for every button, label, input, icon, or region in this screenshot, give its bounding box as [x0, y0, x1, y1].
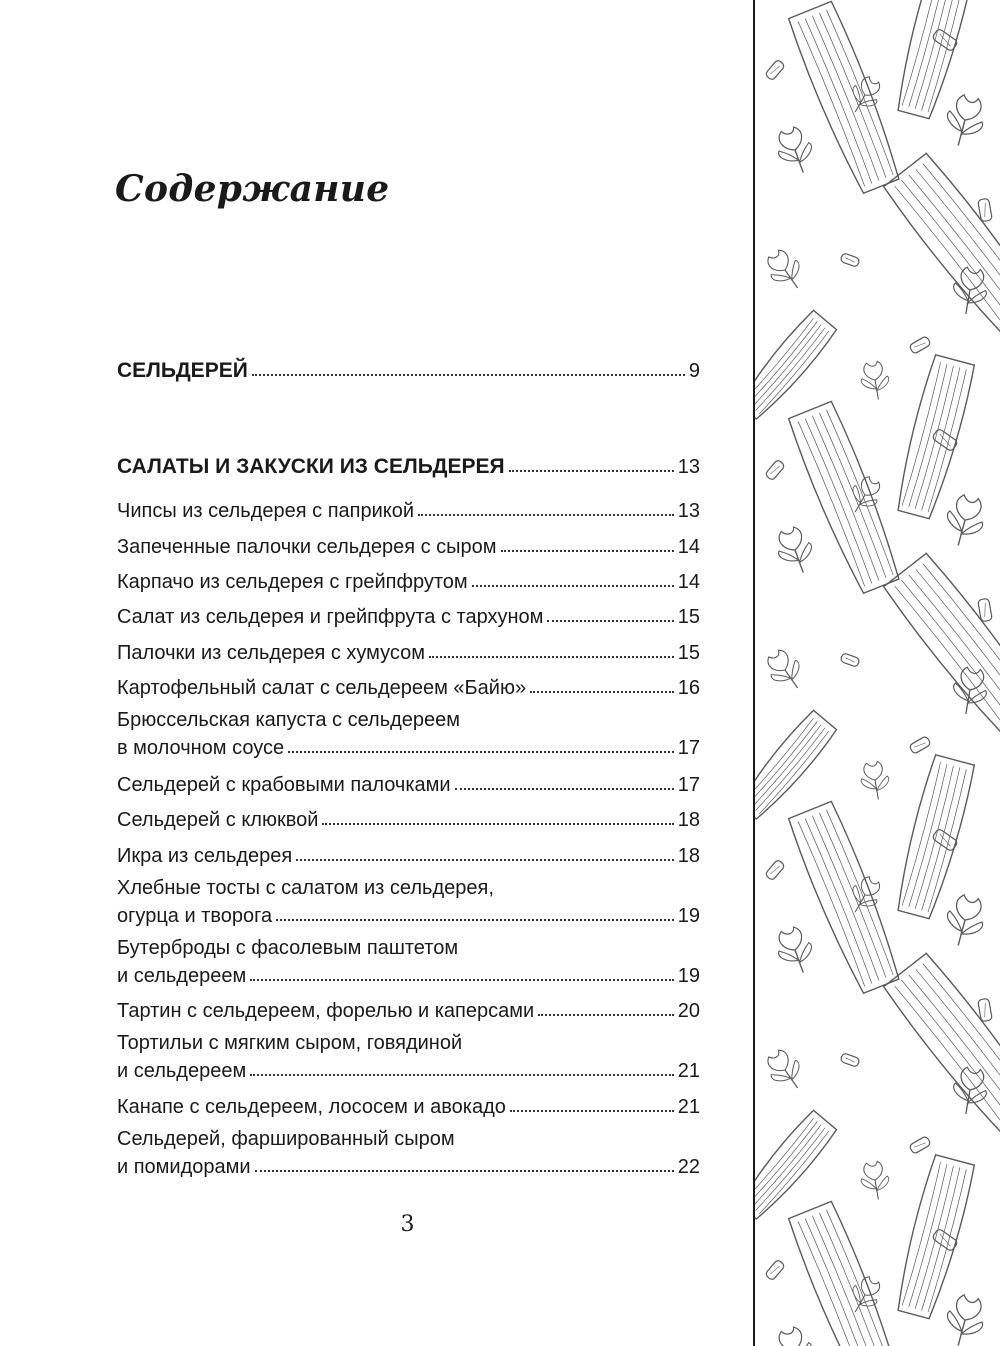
dot-leader	[255, 1170, 674, 1172]
toc-row	[117, 1057, 700, 1081]
celery-piece-illustration	[840, 253, 860, 268]
entry-title: Икра из сельдерея	[117, 845, 293, 867]
toc-entry[interactable]	[117, 806, 700, 830]
toc-row	[117, 568, 700, 592]
celery-stalk-illustration	[755, 309, 838, 423]
entry-title: в молочном соусе	[117, 737, 285, 759]
celery-stalk-illustration	[882, 152, 1000, 346]
entry-page-number: 20	[677, 1000, 700, 1022]
celery-piece-illustration	[932, 828, 959, 852]
entry-title-line: Сельдерей, фаршированный сыром	[117, 1128, 455, 1150]
entry-title-line: Бутерброды с фасолевым паштетом	[117, 937, 459, 959]
toc-row	[117, 674, 700, 698]
celery-stalk-illustration	[787, 1, 905, 196]
toc-entry[interactable]	[117, 1129, 700, 1177]
leaf-sprig-illustration	[941, 92, 989, 150]
leaf-sprig-illustration	[772, 1324, 819, 1346]
celery-stalk-illustration	[755, 709, 838, 823]
entry-title: Тартин с сельдереем, форелью и каперсами	[117, 1000, 535, 1022]
entry-page-number: 18	[677, 809, 700, 831]
entry-title: и сельдереем	[117, 965, 247, 987]
dot-leader	[501, 550, 674, 552]
celery-piece-illustration	[909, 336, 931, 355]
section-title: СЕЛЬДЕРЕЙ	[117, 359, 248, 382]
dot-leader	[322, 823, 673, 825]
entry-title: Запеченные палочки сельдерея с сыром	[117, 536, 497, 558]
toc-row	[117, 734, 700, 758]
toc-entry[interactable]	[117, 842, 700, 866]
celery-stalk-illustration	[882, 952, 1000, 1146]
leaf-sprig-illustration	[772, 124, 819, 179]
toc-entry[interactable]	[117, 1093, 700, 1117]
celery-piece-illustration	[840, 653, 860, 668]
dot-leader	[538, 1014, 674, 1016]
dot-leader	[250, 1074, 674, 1076]
dot-leader	[288, 751, 674, 753]
entry-page-number: 16	[677, 677, 700, 699]
toc-section[interactable]	[117, 357, 700, 381]
toc-row	[117, 533, 700, 557]
entry-title: Сельдерей с крабовыми палочками	[117, 774, 451, 796]
entry-title: и сельдереем	[117, 1060, 247, 1082]
page-title: Содержание	[115, 168, 390, 210]
entry-page-number: 14	[677, 571, 700, 593]
toc-row	[117, 357, 700, 381]
toc-row	[117, 1153, 700, 1177]
leaf-sprig-illustration	[761, 645, 810, 697]
entry-title: Салат из сельдерея и грейпфрута с тархуном	[117, 606, 544, 628]
dot-leader	[509, 470, 674, 472]
entry-title: Сельдерей с клюквой	[117, 809, 319, 831]
dot-leader	[276, 919, 674, 921]
celery-piece-illustration	[909, 736, 931, 755]
dot-leader	[296, 859, 674, 861]
toc-row	[117, 902, 700, 926]
toc-row	[117, 639, 700, 663]
entry-title: Палочки из сельдерея с хумусом	[117, 642, 426, 664]
celery-piece-illustration	[932, 428, 959, 452]
toc-entry[interactable]	[117, 710, 700, 758]
celery-stalk-illustration	[787, 1201, 905, 1346]
celery-piece-illustration	[765, 1259, 786, 1281]
toc-row	[117, 771, 700, 795]
toc-entry[interactable]	[117, 533, 700, 557]
entry-title: Картофельный салат с сельдереем «Байю»	[117, 677, 527, 699]
toc-row	[117, 997, 700, 1021]
leaf-sprig-illustration	[949, 265, 990, 316]
dot-leader	[455, 788, 674, 790]
entry-page-number: 19	[677, 905, 700, 927]
entry-title: Чипсы из сельдерея с паприкой	[117, 500, 415, 522]
toc-entry[interactable]	[117, 997, 700, 1021]
leaf-sprig-illustration	[858, 1160, 892, 1202]
toc-row	[117, 842, 700, 866]
celery-piece-illustration	[765, 59, 786, 81]
entry-page-number: 22	[677, 1156, 700, 1178]
leaf-sprig-illustration	[941, 1292, 989, 1346]
entry-title-line: Тортильи с мягким сыром, говядиной	[117, 1032, 463, 1054]
entry-page-number: 17	[677, 774, 700, 796]
entry-page-number: 17	[677, 737, 700, 759]
dot-leader	[547, 620, 673, 622]
toc-entry[interactable]	[117, 1033, 700, 1081]
leaf-sprig-illustration	[949, 1065, 990, 1116]
toc-section[interactable]	[117, 453, 700, 477]
celery-stalk-illustration	[787, 801, 905, 996]
entry-page-number: 15	[677, 606, 700, 628]
celery-stalk-illustration	[892, 0, 976, 120]
toc-entry[interactable]	[117, 938, 700, 986]
entry-page-number: 15	[677, 642, 700, 664]
celery-stalk-illustration	[787, 401, 905, 596]
dot-leader	[530, 691, 674, 693]
section-page-number: 9	[688, 360, 700, 382]
toc-entry[interactable]	[117, 674, 700, 698]
entry-title: огурца и творога	[117, 905, 273, 927]
page-number: 3	[400, 1212, 415, 1237]
leaf-sprig-illustration	[761, 245, 810, 297]
entry-page-number: 14	[677, 536, 700, 558]
entry-page-number: 19	[677, 965, 700, 987]
celery-piece-illustration	[932, 1228, 959, 1252]
toc-row	[117, 962, 700, 986]
celery-stalk-illustration	[882, 552, 1000, 746]
celery-piece-illustration	[909, 1136, 931, 1155]
entry-title-line: Хлебные тосты с салатом из сельдерея,	[117, 877, 494, 899]
dot-leader	[250, 979, 674, 981]
celery-stalk-illustration	[755, 1109, 838, 1223]
dot-leader	[252, 374, 685, 376]
toc-row	[117, 603, 700, 627]
entry-page-number: 21	[677, 1060, 700, 1082]
dot-leader	[429, 656, 674, 658]
entry-page-number: 13	[677, 500, 700, 522]
celery-piece-illustration	[840, 1053, 860, 1068]
entry-title: Карпачо из сельдерея с грейпфрутом	[117, 571, 468, 593]
toc-row	[117, 806, 700, 830]
leaf-sprig-illustration	[761, 1045, 810, 1097]
leaf-sprig-illustration	[858, 360, 892, 402]
section-page-number: 13	[677, 456, 700, 478]
entry-title-line: Брюссельская капуста с сельдереем	[117, 709, 461, 731]
entry-page-number: 21	[677, 1096, 700, 1118]
leaf-sprig-illustration	[858, 760, 892, 802]
entry-title: Канапе с сельдереем, лососем и авокадо	[117, 1096, 506, 1118]
entry-title: и помидорами	[117, 1156, 251, 1178]
leaf-sprig-illustration	[772, 924, 819, 979]
toc-entry[interactable]	[117, 497, 700, 521]
toc-row	[117, 1093, 700, 1117]
leaf-sprig-illustration	[949, 665, 990, 716]
entry-page-number: 18	[677, 845, 700, 867]
celery-piece-illustration	[932, 28, 959, 52]
toc-entry[interactable]	[117, 639, 700, 663]
toc-entry[interactable]	[117, 603, 700, 627]
leaf-sprig-illustration	[941, 492, 989, 550]
leaf-sprig-illustration	[941, 892, 989, 950]
celery-piece-illustration	[765, 459, 786, 481]
toc-entry[interactable]	[117, 771, 700, 795]
toc-row	[117, 453, 700, 477]
celery-illustration	[755, 0, 1000, 1346]
dot-leader	[510, 1110, 674, 1112]
toc-entry[interactable]	[117, 878, 700, 926]
dot-leader	[418, 514, 674, 516]
leaf-sprig-illustration	[772, 524, 819, 579]
celery-pattern-panel	[753, 0, 1000, 1346]
dot-leader	[472, 585, 674, 587]
celery-piece-illustration	[765, 859, 786, 881]
section-title: САЛАТЫ И ЗАКУСКИ ИЗ СЕЛЬДЕРЕЯ	[117, 455, 505, 478]
toc-entry[interactable]	[117, 568, 700, 592]
toc-row	[117, 497, 700, 521]
